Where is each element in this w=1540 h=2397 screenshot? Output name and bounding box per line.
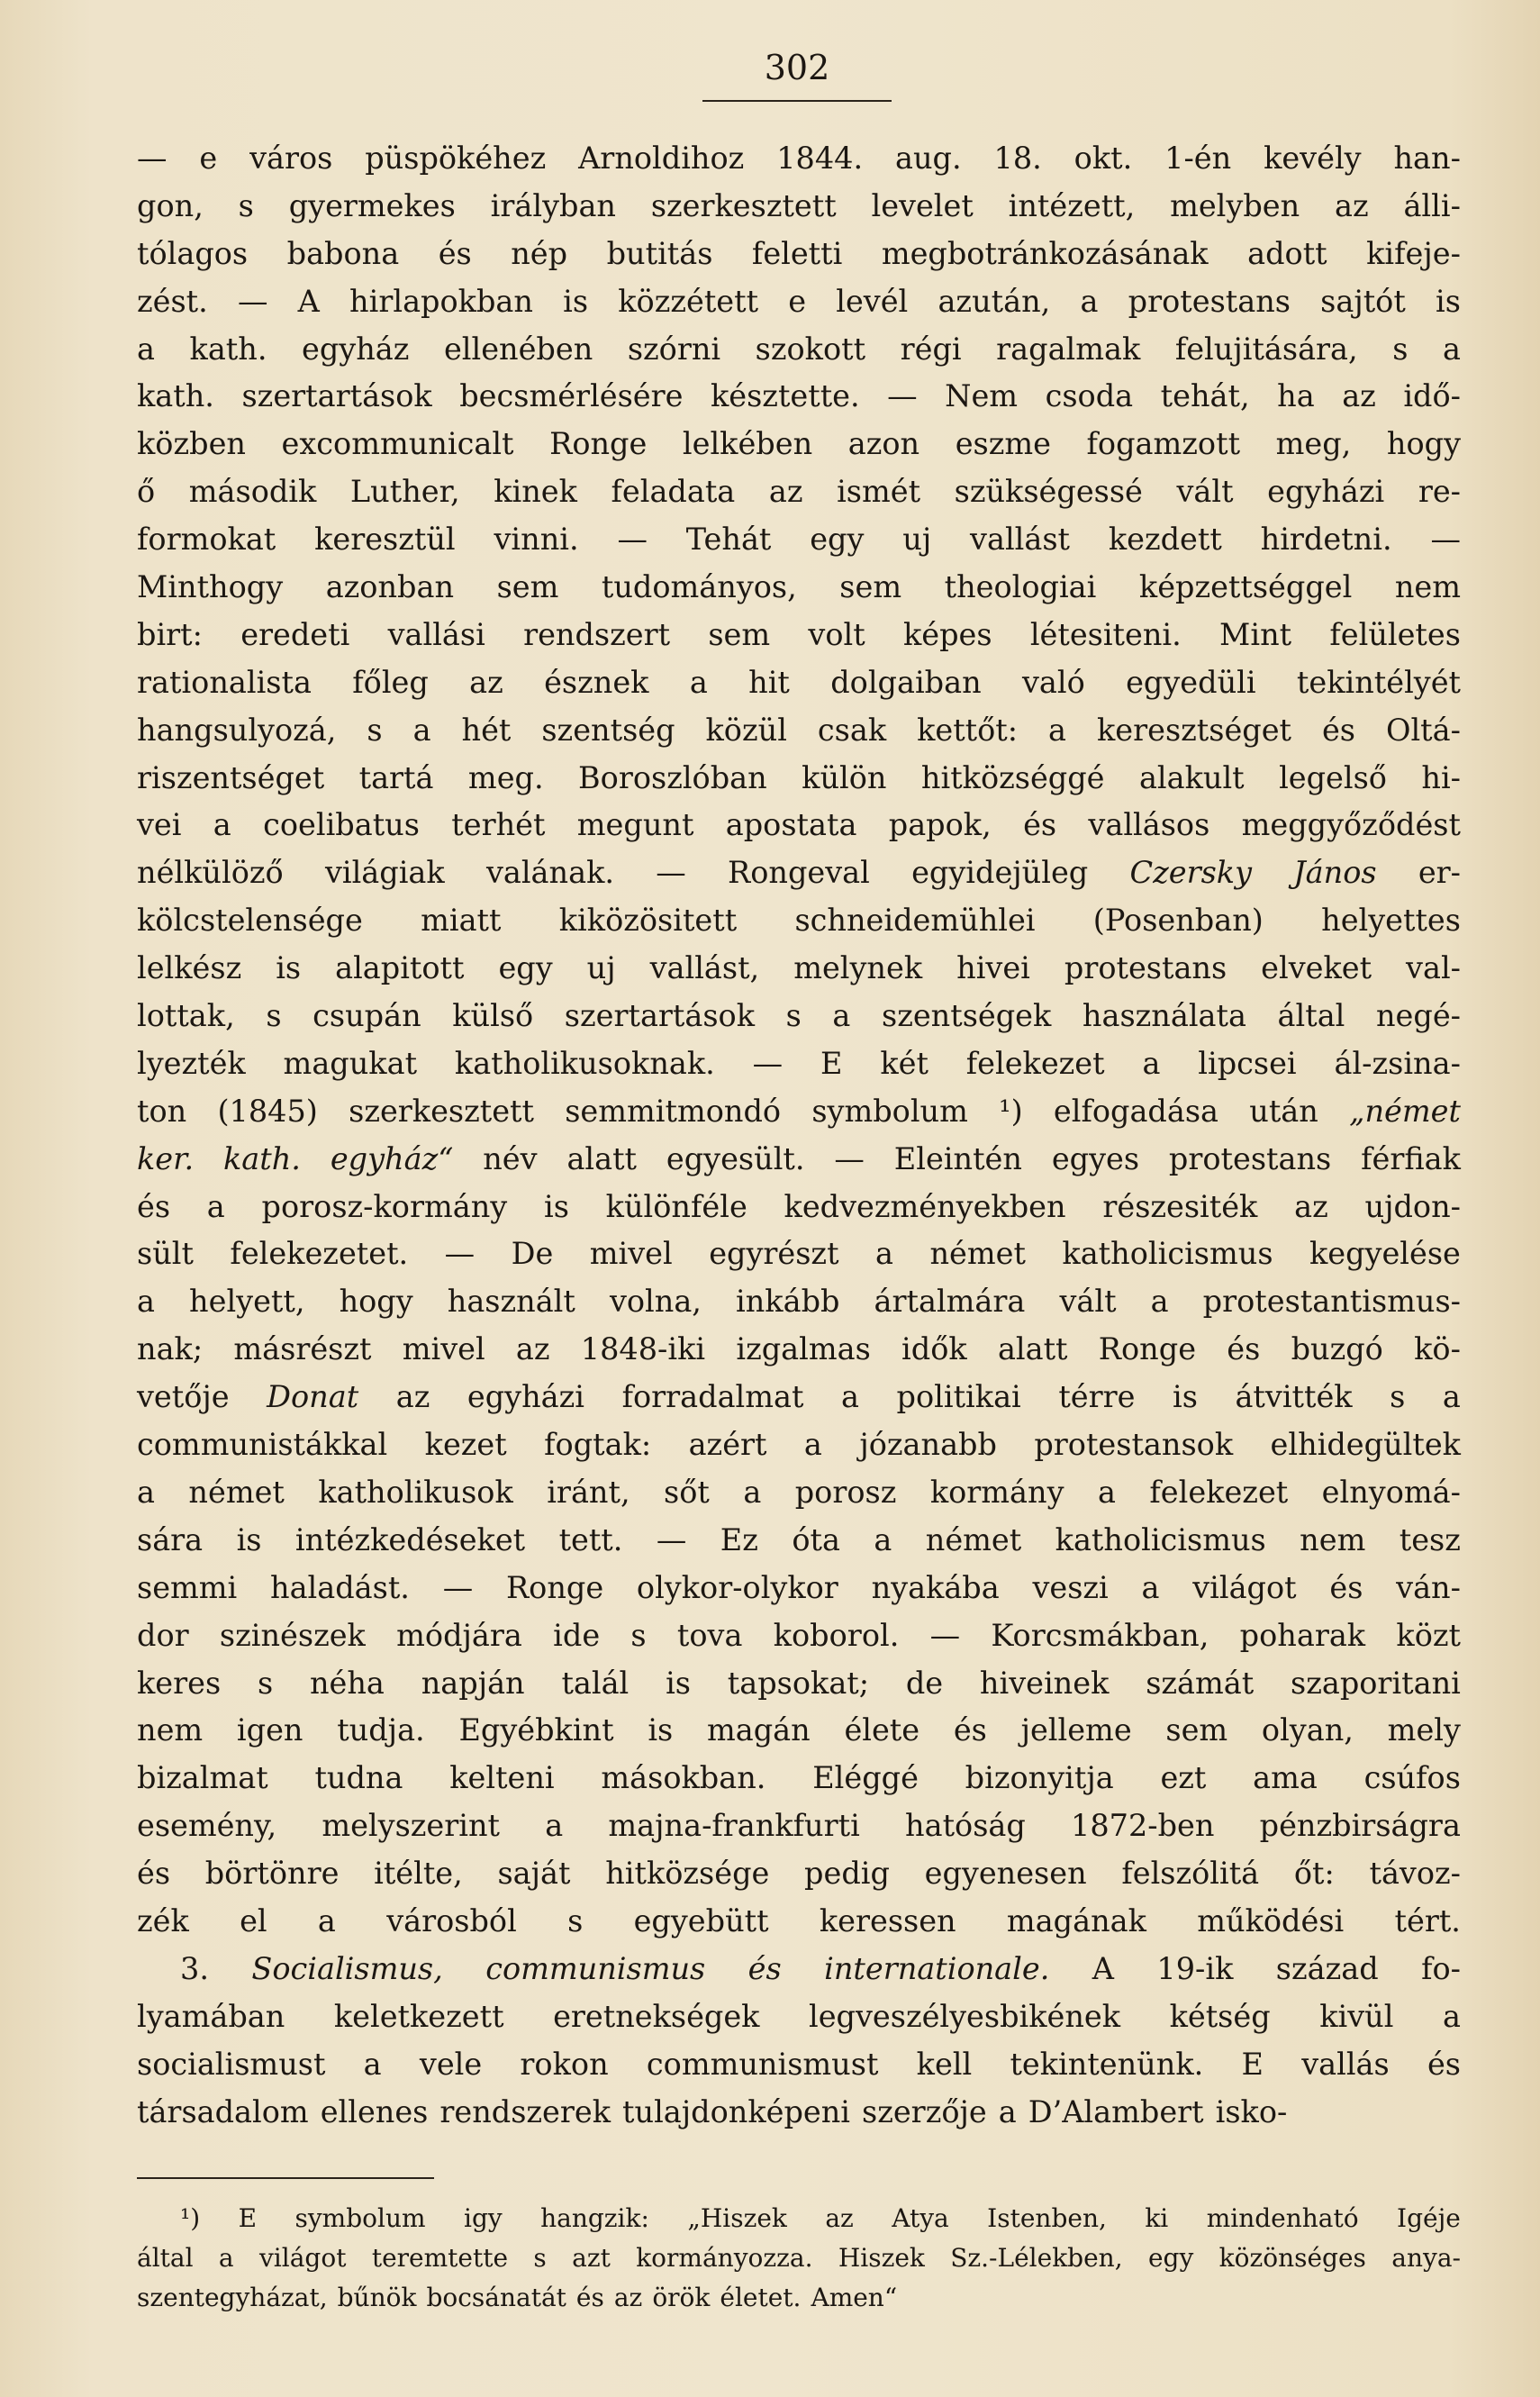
text-line: semmi haladást. — Ronge olykor-olykor nyakába veszi a világot és ván- xyxy=(137,1569,1461,1605)
text-line: hangsulyozá, s a hét szentség közül csak kettőt: a keresztséget és Oltá- xyxy=(137,712,1461,748)
text-line: lyezték magukat katholikusoknak. — E két felekezet a lipcsei ál-zsina- xyxy=(137,1045,1461,1081)
text-line: rationalista főleg az észnek a hit dolgaiban való egyedüli tekintélyét xyxy=(137,664,1461,700)
text-line: a helyett, hogy használt volna, inkább ártalmára vált a protestantismus- xyxy=(137,1284,1461,1320)
text-line: kath. szertartások becsmérlésére késztette. — Nem csoda tehát, ha az idő- xyxy=(137,378,1461,414)
footnote-rule xyxy=(137,2177,434,2179)
text-line: zék el a városból s egyebütt keressen magának működési tért. xyxy=(137,1902,1461,1938)
text-line: communistákkal kezet fogtak: azért a józanabb protestansok elhidegültek xyxy=(137,1427,1461,1463)
text-line: ker. kath. egyház“ név alatt egyesült. — Eleintén egyes protestans férfiak xyxy=(137,1140,1461,1176)
text-line: bizalmat tudna kelteni másokban. Eléggé bizonyitja ezt ama csúfos xyxy=(137,1760,1461,1796)
text-line: sára is intézkedéseket tett. — Ez óta a német katholicismus nem tesz xyxy=(137,1521,1461,1557)
text-line: riszentséget tartá meg. Boroszlóban külön hitközséggé alakult legelső hi- xyxy=(137,759,1461,795)
text-line: socialismust a vele rokon communismust kell tekintenünk. E vallás és xyxy=(137,2046,1461,2082)
text-line: Minthogy azonban sem tudományos, sem theologiai képzettséggel nem xyxy=(137,569,1461,605)
text-line: közben excommunicalt Ronge lelkében azon eszme fogamzott meg, hogy xyxy=(137,426,1461,462)
text-line: és a porosz-kormány is különféle kedvezményekben részesiték az ujdon- xyxy=(137,1188,1461,1224)
page-number: 302 xyxy=(764,48,830,87)
text-line: a német katholikusok iránt, sőt a porosz kormány a felekezet elnyomá- xyxy=(137,1474,1461,1510)
text-line: formokat keresztül vinni. — Tehát egy uj vallást kezdett hirdetni. — xyxy=(137,522,1461,558)
page-number-rule xyxy=(702,100,892,102)
text-line: zést. — A hirlapokban is közzétett e levél azután, a protestans sajtót is xyxy=(137,283,1461,319)
text-line: keres s néha napján talál is tapsokat; de hiveinek számát szaporitani xyxy=(137,1665,1461,1701)
text-line: nak; másrészt mivel az 1848-iki izgalmas idők alatt Ronge és buzgó kö- xyxy=(137,1331,1461,1367)
text-line: nem igen tudja. Egyébkint is magán élete és jelleme sem olyan, mely xyxy=(137,1712,1461,1748)
text-line: és börtönre itélte, saját hitközsége pedig egyenesen felszólitá őt: távoz- xyxy=(137,1856,1461,1892)
text-line: lelkész is alapitott egy uj vallást, melynek hivei protestans elveket val- xyxy=(137,950,1461,986)
footnotes xyxy=(137,2199,1461,2318)
text-line: dor szinészek módjára ide s tova koborol. — Korcsmákban, poharak közt xyxy=(137,1617,1461,1653)
text-line: ton (1845) szerkesztett semmitmondó symbolum ¹) elfogadása után „német xyxy=(137,1093,1461,1129)
text-line: társadalom ellenes rendszerek tulajdonképeni szerzője a D’Alambert isko- xyxy=(137,2093,1288,2129)
text-line: lottak, s csupán külső szertartások s a szentségek használata által negé- xyxy=(137,998,1461,1034)
text-line: gon, s gyermekes irályban szerkesztett levelet intézett, melyben az álli- xyxy=(137,187,1461,223)
text-line: birt: eredeti vallási rendszert sem volt képes létesiteni. Mint felületes xyxy=(137,616,1461,652)
text-line: esemény, melyszerint a majna-frankfurti hatóság 1872-ben pénzbirságra xyxy=(137,1808,1461,1844)
footnote-line: szentegyházat, bűnök bocsánatát és az örök életet. Amen“ xyxy=(137,2283,898,2312)
text-line: kölcstelensége miatt kiközösitett schneidemühlei (Posenban) helyettes xyxy=(137,903,1461,939)
main-text xyxy=(137,135,1461,2136)
text-line: — e város püspökéhez Arnoldihoz 1844. aug. 18. okt. 1-én kevély han- xyxy=(137,141,1461,176)
text-line: 3. Socialismus, communismus és internationale. A 19-ik század fo- xyxy=(180,1950,1461,1986)
text-line: sült felekezetet. — De mivel egyrészt a német katholicismus kegyelése xyxy=(137,1236,1461,1272)
text-line: ő második Luther, kinek feladata az ismét szükségessé vált egyházi re- xyxy=(137,474,1461,510)
text-line: vei a coelibatus terhét megunt apostata papok, és vallásos meggyőződést xyxy=(137,807,1461,843)
text-line: nélkülöző világiak valának. — Rongeval egyidejüleg Czersky János er- xyxy=(137,855,1461,891)
text-line: vetője Donat az egyházi forradalmat a politikai térre is átvitték s a xyxy=(137,1379,1461,1415)
footnote-line: ¹) E symbolum igy hangzik: „Hiszek az Atya Istenben, ki mindenható Igéje xyxy=(180,2203,1461,2233)
text-line: tólagos babona és nép butitás feletti megbotránkozásának adott kifeje- xyxy=(137,235,1461,271)
text-line: lyamában keletkezett eretnekségek legveszélyesbikének kétség kivül a xyxy=(137,1998,1461,2034)
footnote-line: által a világot teremtette s azt kormányozza. Hiszek Sz.-Lélekben, egy közönséges anya- xyxy=(137,2243,1461,2273)
text-line: a kath. egyház ellenében szórni szokott régi ragalmak felujitására, s a xyxy=(137,331,1461,367)
